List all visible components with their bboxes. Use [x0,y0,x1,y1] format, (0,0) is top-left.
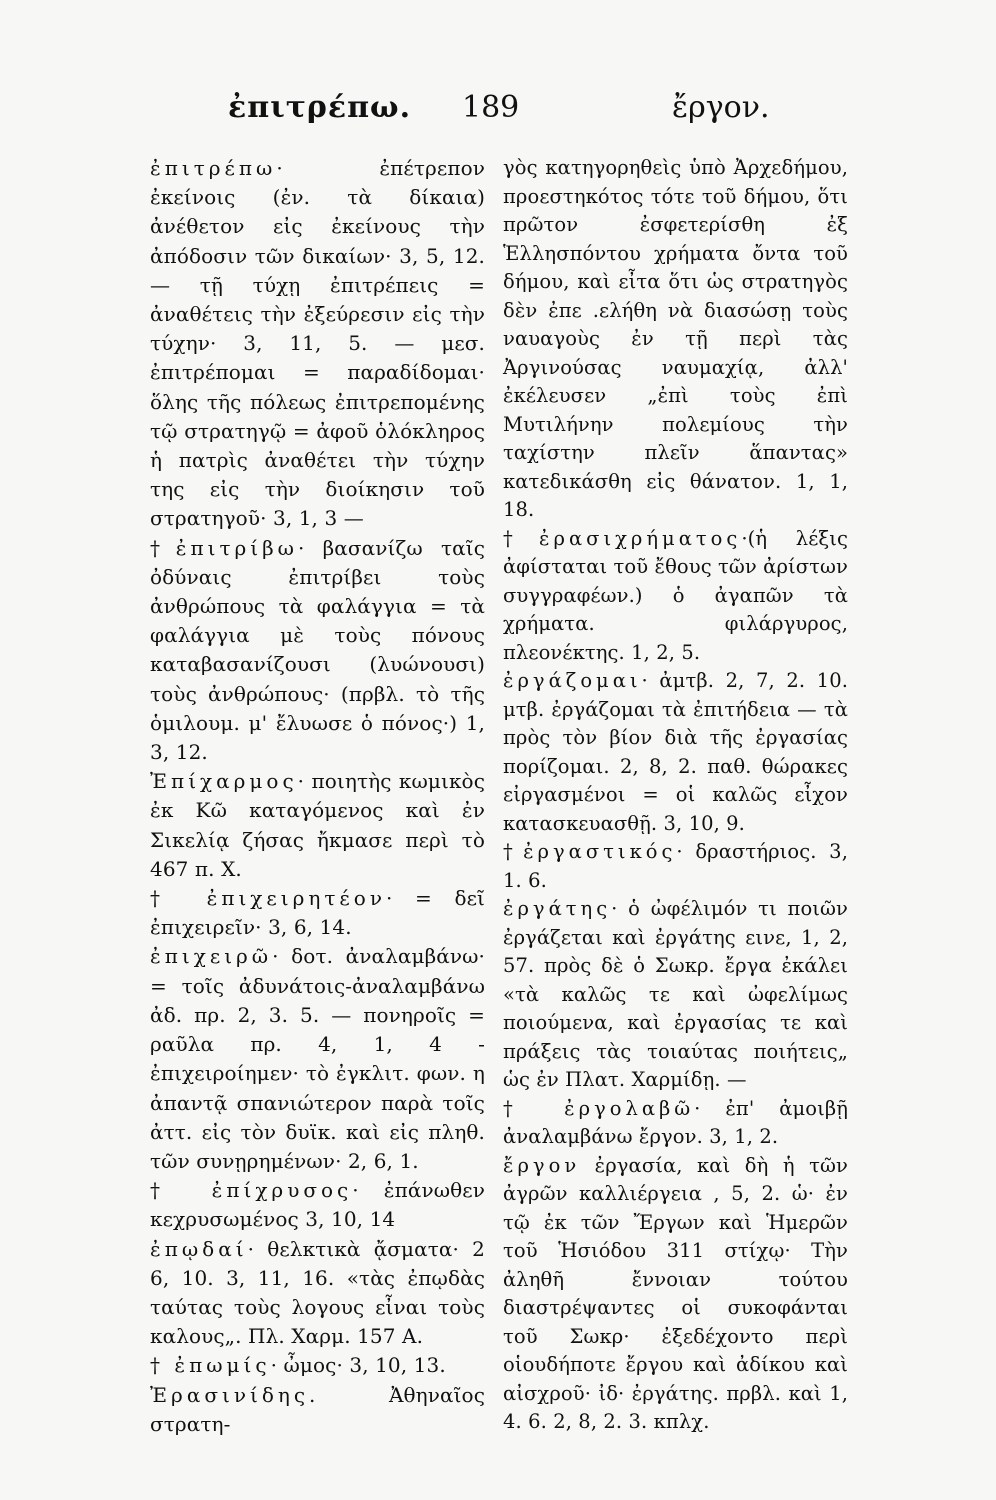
entry-body: · = δεῖ ἐπιχειρεῖν· 3, 6, 14. [150,886,486,940]
dictionary-entry [503,895,848,1095]
entry-body: · ἐπέτρεπον ἐκείνοις (ἐν. τὰ δίκαια) ἀνέθετον εἰς ἐκείνους τὴν ἀπόδοσιν τῶν δικαίων· 3, 5, 12. — τῇ τύχῃ ἐπιτρέπεις = ἀναθέτεις τὴν ἐξεύρεσιν εἰς τὴν τύχην· 3, 11, 5. — μεσ. ἐπιτρέπομαι = παραδίδομαι· ὅλης τῆς πόλεως ἐπιτρεπομένης τῷ στρατηγῷ = ἀφοῦ ὁλόκληρος ἡ πατρὶς ἀναθέτει τὴν τύχην της εἰς τὴν διοίκησιν τοῦ στρατηγοῦ· 3, 1, 3 — [150,156,485,531]
entry-body: · δοτ. ἀναλαμβάνω· = τοῖς ἀδυνάτοις-ἀναλαμβάνω ἀδ. πρ. 2, 3. 5. — πονηροῖς = ραῦλα πρ. 4, 1, 4 - ἐπιχειροίημεν· τὸ ἐγκλιτ. φων. η ἀπαντᾷ σπανιώτερον παρὰ τοῖς ἀττ. εἰς τὸν δυϊκ. καὶ εἰς πληθ. τῶν συνῃρημένων· 2, 6, 1. [150,944,485,1173]
entry-lemma: Ἐρασινίδης [150,1382,310,1407]
entry-body: ἐργασία, καὶ δὴ ἡ τῶν ἀγρῶν καλλιέργεια , 5, 2. ὡ· ἐν τῷ ἐκ τῶν Ἔργων καὶ Ἡμερῶν τοῦ Ἡσιόδου 311 στίχῳ· Τὴν ἀληθῆ ἔννοιαν τούτου διαστρέψαντες οἱ συκοφάνται τοῦ Σωκρ· ἐξεδέχοντο περὶ οἱουδήποτε ἔργου καὶ ἀδίκου καὶ αἰσχροῦ· ἰδ· ἐργάτης. πρβλ. καὶ 1, 4. 6. 2, 8, 2. 3. κπλχ. [503,1153,848,1433]
dictionary-entry [503,838,848,895]
entry-body: · δραστήριος. 3, 1. 6. [503,840,848,892]
entry-body: ·(ἡ λέξις ἀφίσταται τοῦ ἔθους τῶν ἀρίστων συγγραφέων.) ὁ ἀγαπῶν τὰ χρήματα. φιλάργυρος, πλεονέκτης. 1, 2, 5. [503,526,849,664]
entry-body: . Ἀθηναῖος στρατη- [150,1382,485,1436]
dictionary-entry [150,154,485,534]
page-number: 189 [462,90,520,125]
entry-lemma: ἐπῳδαί [150,1236,248,1261]
dictionary-entry [150,767,485,884]
entry-lemma: † ἐπιχειρητέον [150,886,386,911]
entry-lemma: †ἐρασιχρήματος [503,526,742,550]
dictionary-entry [150,1351,485,1380]
dictionary-entry [503,667,848,838]
page-header [0,90,996,140]
entry-lemma: †ἐργαστικός [503,840,677,863]
entry-lemma: ἐπιχειρῶ [150,944,273,969]
right-running-headword: ἔργον. [672,90,770,125]
entry-body: · βασανίζω ταῖς ὀδύναις ἐπιτρίβει τοὺς ἀνθρώπους τὰ φαλάγγια = τὰ φαλάγγια μὲ τοὺς πόνους καταβασανίζουσι (λυώνουσι) τοὺς ἀνθρώπους· (πρβλ. τὸ τῆς ὁμιλουμ. μ' ἔλυωσε ὁ πόνος·) 1, 3, 12. [150,535,485,765]
entry-lemma: ἐργάτης [503,897,612,920]
entry-body: · ποιητὴς κωμικὸς ἐκ Κῶ καταγόμενος καὶ ἐν Σικελίᾳ ζήσας ἤκμασε περὶ τὸ 467 π. Χ. [150,769,485,881]
dictionary-entry [150,1381,485,1439]
dictionary-entry [150,534,485,768]
right-column [503,154,848,1437]
dictionary-entry [150,942,485,1176]
entry-lemma: ἔργον [503,1153,581,1177]
dictionary-entry [503,154,848,525]
entry-body: · ἀμτβ. 2, 7, 2. 10. μτβ. ἐργάζομαι τὰ ἐπιτήδεια — τὰ πρὸς τὸν βίον διὰ τῆς ἐργασίας πορίζομαι. 2, 8, 2. παθ. θώρακες εἰργασμένοι = οἱ καλῶς εἶχον κατασκευασθῇ. 3, 10, 9. [503,669,848,835]
dictionary-entry [503,1095,848,1152]
entry-lemma: † ἐργολαβῶ [503,1096,695,1120]
left-column [150,154,485,1439]
dictionary-entry [150,1235,485,1352]
entry-body: · ἐπ' ἀμοιβῇ ἀναλαμβάνω ἔργον. 3, 1, 2. [503,1096,848,1148]
entry-body: γὸς κατηγορηθεὶς ὑπὸ Ἀρχεδήμου, προεστηκότος τότε τοῦ δήμου, ὅτι πρῶτον ἐσφετερίσθη ἐξ Ἑλλησπόντου χρήματα ὄντα τοῦ δήμου, καὶ εἶτα ὅτι ὡς στρατηγὸς δὲν ἐπε .ελήθη νὰ διασώσῃ τοὺς ναυαγοὺς ἐν τῇ περὶ τὰς Ἀργινούσας ναυμαχίᾳ, ἀλλ' ἐκέλευσεν „ἐπὶ τοὺς ἐπὶ Μυτιλήνην πολεμίους τὴν ταχίστην πλεῖν ἅπαντας» κατεδικάσθη εἰς θάνατον. 1, 1, 18. [503,156,848,521]
dictionary-entry [150,884,485,942]
entry-lemma: † ἐπίχρυσος [150,1178,353,1203]
entry-lemma: ἐπιτρέπω [150,156,277,180]
dictionary-entry [503,1152,848,1437]
entry-lemma: † ἐπωμίς [150,1353,271,1378]
dictionary-entry [503,525,848,668]
entry-lemma: †ἐπιτρίβω [150,535,298,560]
entry-lemma: Ἐπίχαρμος [150,769,298,794]
entry-body: · ὁ ὠφέλιμόν τι ποιῶν ἐργάζεται καὶ ἐργάτης εινε, 1, 2, 57. πρὸς δὲ ὁ Σωκρ. ἔργα ἐκάλει «τὰ καλῶς τε καὶ ὠφελίμως ποιούμενα, καὶ ἐργασίας τε καὶ πράξεις τὰς τοιαύτας ποιήτεις„ ὡς ἐν Πλατ. Χαρμίδῃ. — [503,897,848,1091]
entry-body: · ὦμος· 3, 10, 13. [270,1353,446,1378]
entry-body: · θελκτικὰ ᾄσματα· 2 6, 10. 3, 11, 16. «τὰς ἐπῳδὰς ταύτας τοὺς λογους εἶναι τοὺς καλους„. Πλ. Χαρμ. 157 A. [150,1236,485,1349]
entry-lemma: ἐργάζομαι [503,669,642,692]
entry-body: · ἐπάνωθεν κεχρυσωμένος 3, 10, 14 [150,1178,485,1232]
dictionary-entry [150,1176,485,1234]
left-running-headword: ἐπιτρέπω. [228,90,412,125]
